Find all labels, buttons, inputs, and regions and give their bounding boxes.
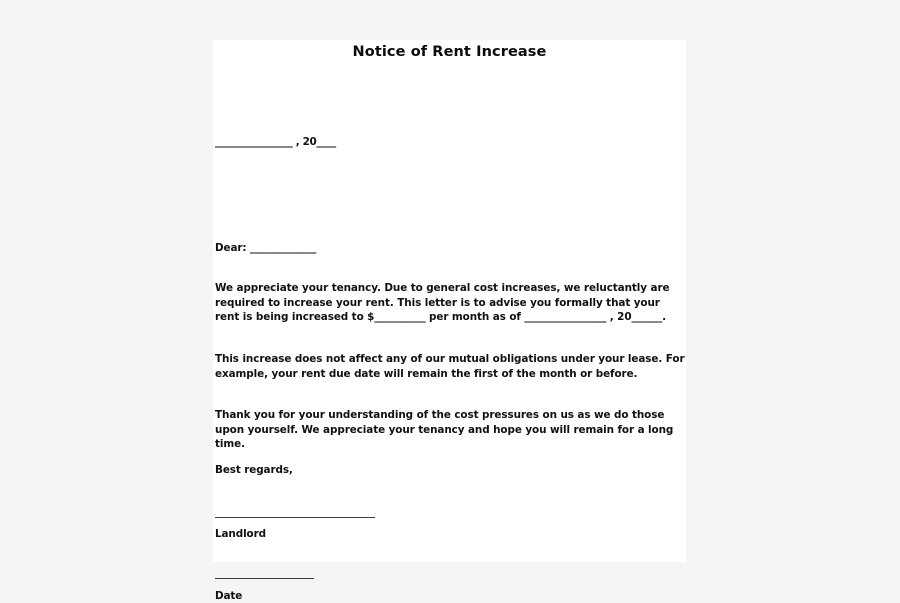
date-signature-label: Date xyxy=(215,590,243,602)
closing-line: Best regards, xyxy=(215,464,293,476)
salutation-line: Dear: _____________ xyxy=(215,242,317,254)
document-body xyxy=(214,40,685,602)
landlord-signature-rule xyxy=(215,517,375,518)
page-title: Notice of Rent Increase xyxy=(352,44,547,60)
landlord-signature-label: Landlord xyxy=(215,528,266,540)
body-paragraph-1: We appreciate your tenancy. Due to general cost increases, we reluctantly are required to increase your rent. This letter is to advise you formally that your rent is being increased to $__________ per month as of ________________ , 20______. xyxy=(215,282,670,323)
date-blank-line: ________________ , 20____ xyxy=(215,136,336,148)
date-signature-rule xyxy=(215,578,314,579)
document-page xyxy=(213,40,686,602)
body-paragraph-3: Thank you for your understanding of the cost pressures on us as we do those upon yourself. We appreciate your tenancy and hope you will remain for a long time. xyxy=(215,409,674,450)
body-paragraph-2: This increase does not affect any of our mutual obligations under your lease. For example, your rent due date will remain the first of the month or before. xyxy=(215,353,685,380)
